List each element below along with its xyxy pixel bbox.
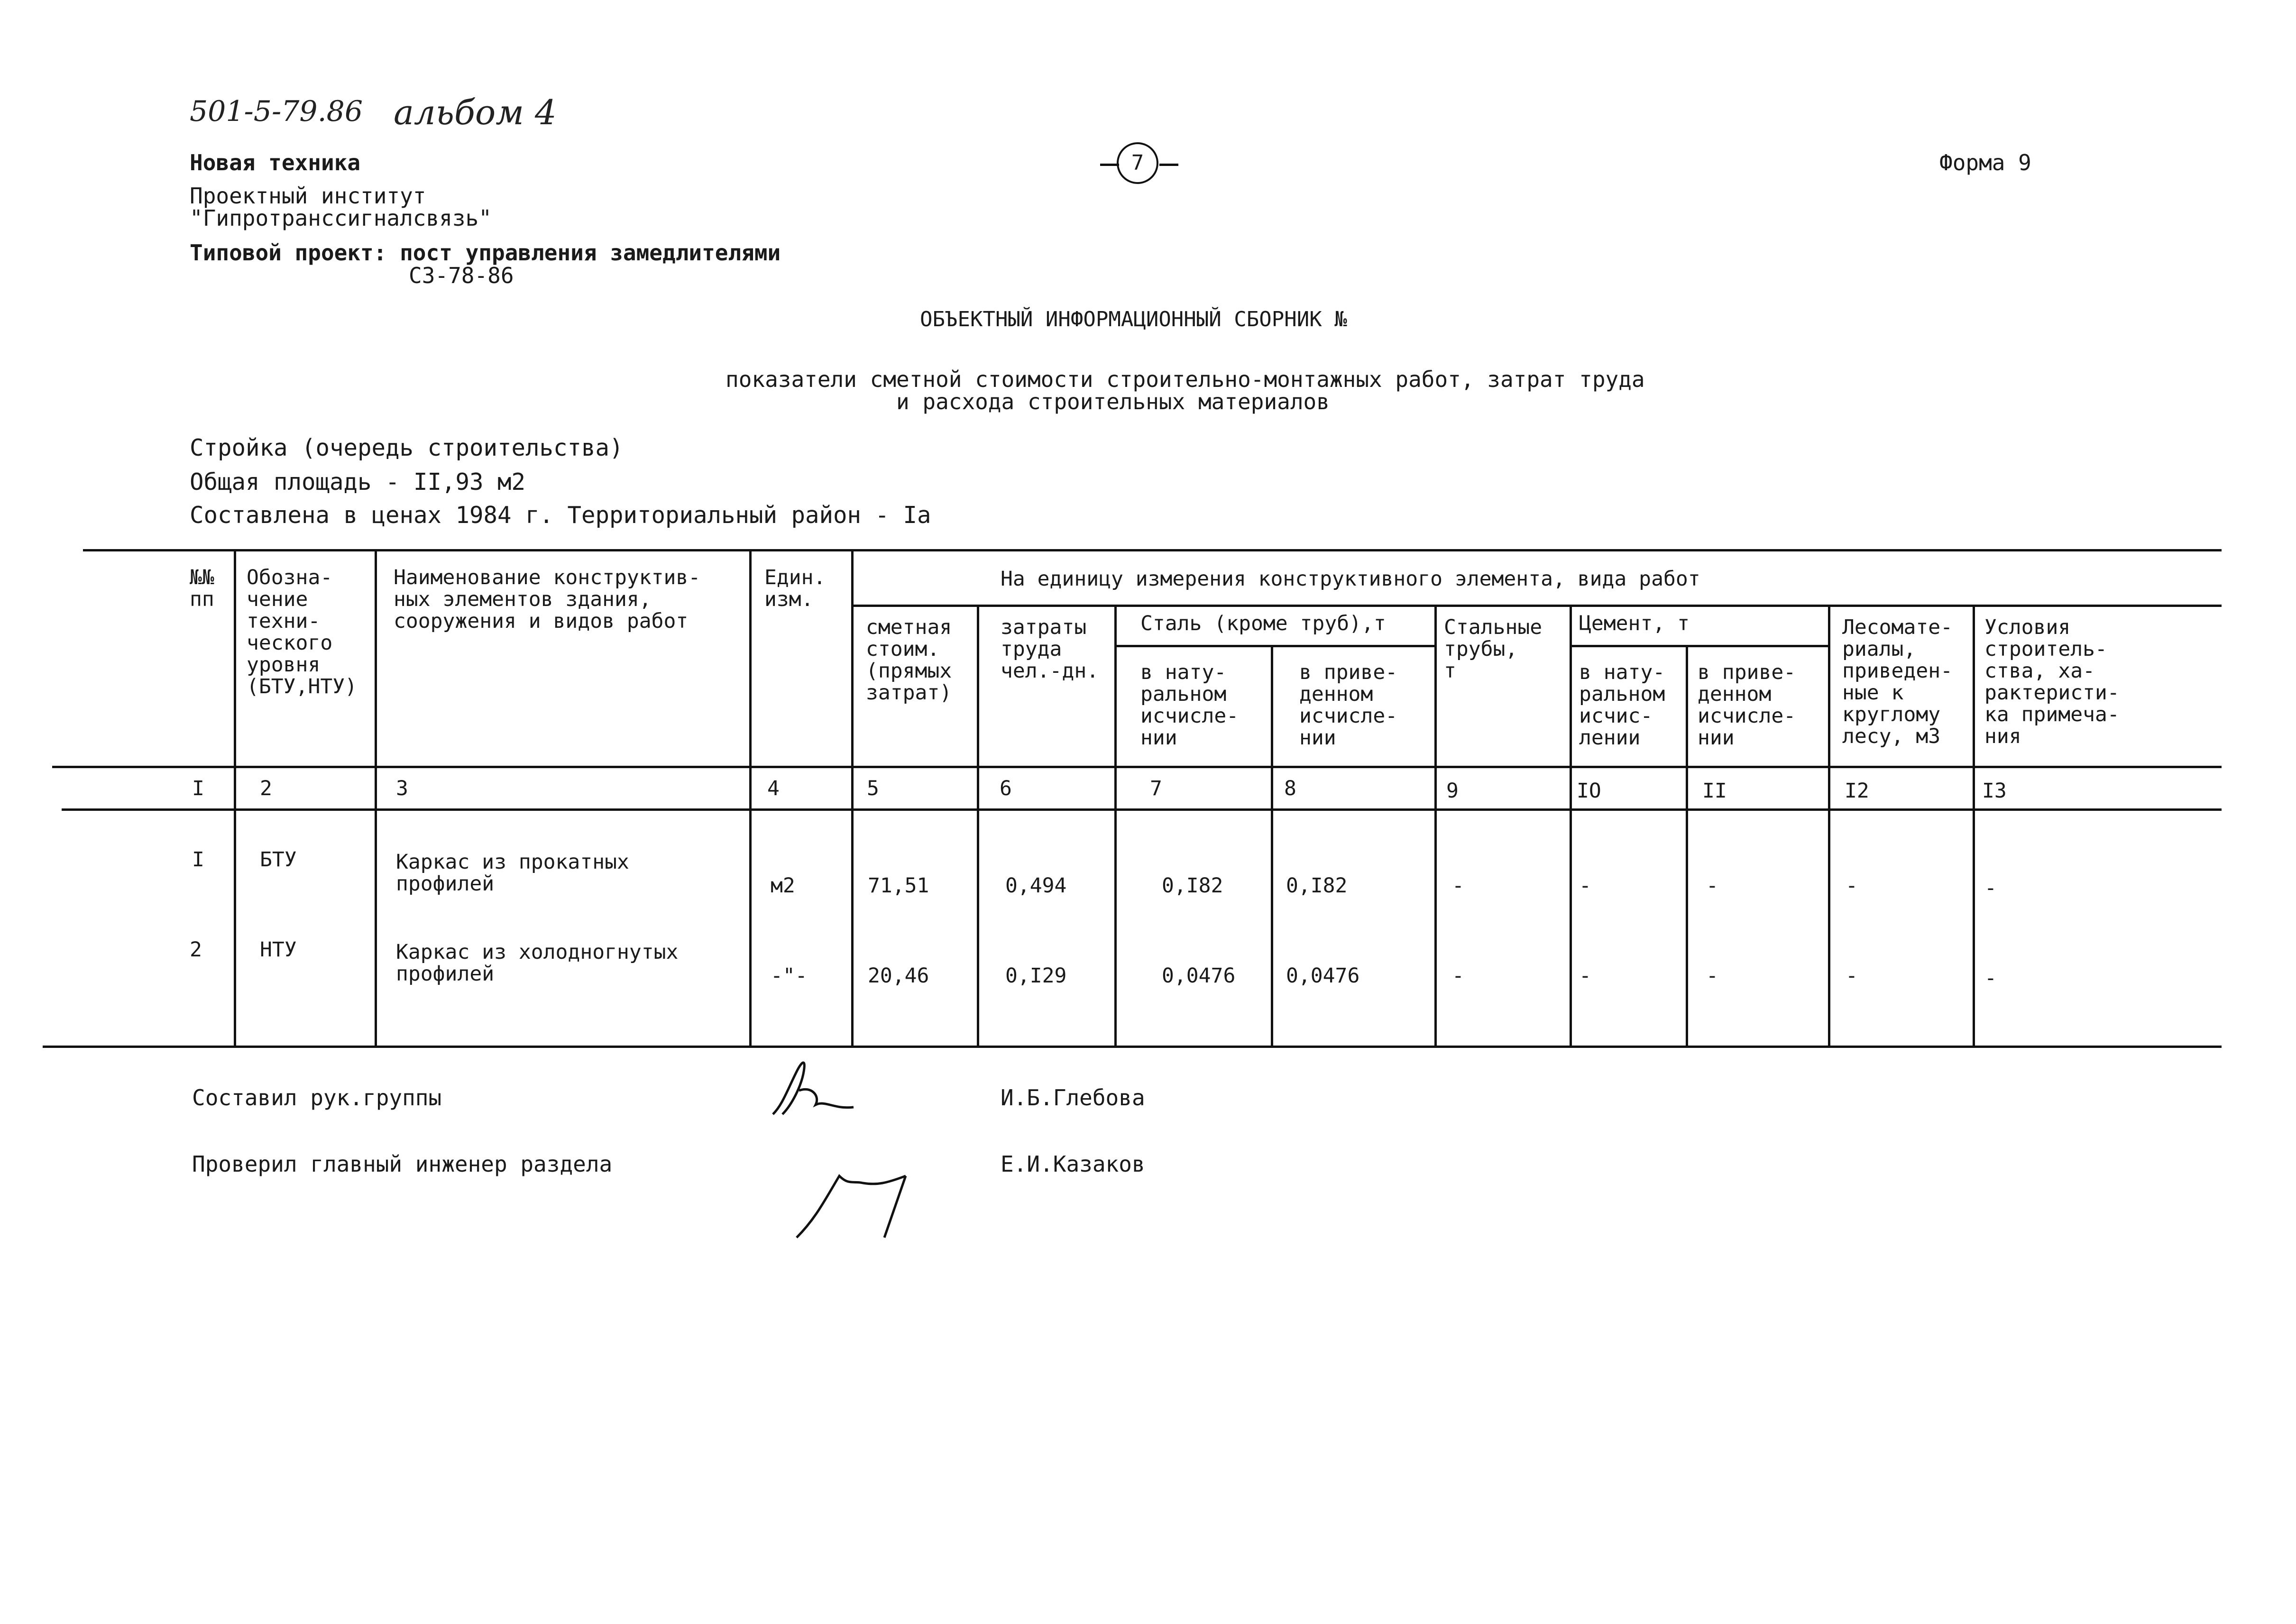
table-row-2-cement-reduced: - <box>1706 964 1718 988</box>
checker-name: Е.И.Казаков <box>1001 1151 1145 1177</box>
col-number: I <box>192 777 204 800</box>
table-row-2-cost: 20,46 <box>868 964 929 988</box>
document-subtitle-1: показатели сметной стоимости строительно-монтажных работ, затрат труда <box>726 367 1645 392</box>
col-divider-8 <box>1434 606 1437 1046</box>
construction-line: Стройка (очередь строительства) <box>190 434 624 461</box>
table-row-2-unit: -"- <box>771 964 808 988</box>
column-number-rule <box>62 808 2222 811</box>
project-code: СЗ-78-86 <box>409 263 514 288</box>
header-steel-natural: в нату- ральном исчисле- нии <box>1140 661 1239 750</box>
col-number: IO <box>1577 779 1601 803</box>
table-row-2-pipes: - <box>1452 964 1464 988</box>
col-number: 5 <box>867 777 879 800</box>
table-row-1-unit: м2 <box>771 874 795 898</box>
col-number: 9 <box>1446 779 1459 803</box>
table-row-1-steel-natural: 0,I82 <box>1162 874 1223 898</box>
table-row-2-conditions: - <box>1984 966 1997 990</box>
table-row-1-conditions: - <box>1984 876 1997 900</box>
page-number: 7 <box>1117 142 1158 184</box>
col-number: 8 <box>1284 777 1296 800</box>
col-number: 7 <box>1150 777 1162 800</box>
cement-header-rule <box>1570 645 1828 647</box>
table-bottom-rule <box>43 1046 2222 1048</box>
header-timber: Лесомате- риалы, приведен- ные к круглому лесу, м3 <box>1842 615 1953 748</box>
handwritten-code: 501-5-79.86 <box>190 95 363 128</box>
table-row-2-number: 2 <box>190 938 202 962</box>
page-number-dash-right <box>1159 164 1178 166</box>
document-subtitle-2: и расхода строительных материалов <box>896 389 1330 414</box>
header-labor-costs: затраты труда чел.-дн. <box>1001 615 1099 683</box>
col-divider-11 <box>1828 606 1830 1046</box>
table-row-2-steel-reduced: 0,0476 <box>1286 964 1360 988</box>
compiler-name: И.Б.Глебова <box>1001 1085 1145 1110</box>
header-designation: Обозна- чение техни- ческого уровня (БТУ,НТУ) <box>247 566 357 698</box>
header-element-name: Наименование конструктив- ных элементов здания, сооружения и видов работ <box>394 566 701 633</box>
col-divider-2 <box>375 550 377 1046</box>
table-row-1-cost: 71,51 <box>868 874 929 898</box>
institute-line-2: "Гипротранссигналсвязь" <box>190 205 492 231</box>
col-number: 4 <box>767 777 780 800</box>
group-header-rule <box>853 605 2222 607</box>
table-row-1-level: БТУ <box>260 848 297 872</box>
header-per-unit-group: На единицу измерения конструктивного элемента, вида работ <box>1001 567 1700 591</box>
col-divider-9 <box>1570 606 1572 1046</box>
page-number-dash-left <box>1100 164 1119 166</box>
company-name: Новая техника <box>190 150 361 175</box>
header-cement-reduced: в приве- денном исчисле- нии <box>1698 661 1796 750</box>
table-row-1-cement-natural: - <box>1579 874 1591 898</box>
table-row-1-timber: - <box>1846 874 1858 898</box>
prices-line: Составлена в ценах 1984 г. Территориальный район - Iа <box>190 502 931 529</box>
header-steel: Сталь (кроме труб),т <box>1140 612 1386 635</box>
table-row-1-labor: 0,494 <box>1005 874 1067 898</box>
compiler-signature <box>763 1053 868 1124</box>
checker-signature <box>787 1157 920 1242</box>
header-unit: Един. изм. <box>764 566 826 611</box>
header-row-number: №№ пп <box>190 566 214 611</box>
col-number: 2 <box>260 777 272 800</box>
table-top-rule <box>83 549 2222 551</box>
table-row-2-level: НТУ <box>260 938 297 962</box>
col-divider-6 <box>1114 606 1117 1046</box>
header-conditions: Условия строитель- ства, ха- рактеристи- ка примеча- ния <box>1984 615 2120 748</box>
header-steel-reduced: в приве- денном исчисле- нии <box>1299 661 1398 750</box>
table-row-1-cement-reduced: - <box>1706 874 1718 898</box>
col-divider-7 <box>1271 646 1273 1046</box>
col-number: 6 <box>1000 777 1012 800</box>
institute-line-1: Проектный институт <box>190 183 426 209</box>
header-bottom-rule <box>52 766 2222 768</box>
table-row-2-cement-natural: - <box>1579 964 1591 988</box>
header-estimated-cost: сметная стоим. (прямых затрат) <box>866 615 952 705</box>
header-steel-pipes: Стальные трубы, т <box>1444 615 1543 683</box>
table-row-2-labor: 0,I29 <box>1005 964 1067 988</box>
table-row-1-number: I <box>192 848 204 872</box>
col-number: I2 <box>1845 779 1869 803</box>
col-divider-4 <box>851 550 854 1046</box>
table-row-2-timber: - <box>1846 964 1858 988</box>
col-divider-10 <box>1686 646 1688 1046</box>
compiled-by-label: Составил рук.группы <box>192 1085 442 1110</box>
document-title: ОБЪЕКТНЫЙ ИНФОРМАЦИОННЫЙ СБОРНИК № <box>920 307 1347 331</box>
handwritten-album: альбом 4 <box>394 92 557 132</box>
project-label: Типовой проект: пост управления замедлителями <box>190 240 781 266</box>
col-number: I3 <box>1982 779 2007 803</box>
col-divider-12 <box>1973 606 1975 1046</box>
table-row-1-steel-reduced: 0,I82 <box>1286 874 1348 898</box>
table-row-1-pipes: - <box>1452 874 1464 898</box>
table-row-2-name: Каркас из холодногнутых профилей <box>396 940 679 986</box>
table-row-1-name: Каркас из прокатных профилей <box>396 850 629 896</box>
col-number: 3 <box>396 777 408 800</box>
header-cement-natural: в нату- ральном исчис- лении <box>1579 661 1665 750</box>
col-divider-1 <box>234 550 236 1046</box>
steel-header-rule <box>1117 645 1437 647</box>
col-number: II <box>1702 779 1727 803</box>
table-row-2-steel-natural: 0,0476 <box>1162 964 1236 988</box>
form-label: Форма 9 <box>1939 150 2031 175</box>
total-area-line: Общая площадь - II,93 м2 <box>190 468 526 495</box>
col-divider-3 <box>749 550 752 1046</box>
checked-by-label: Проверил главный инженер раздела <box>192 1151 613 1177</box>
col-divider-5 <box>977 606 979 1046</box>
header-cement: Цемент, т <box>1579 612 1690 635</box>
